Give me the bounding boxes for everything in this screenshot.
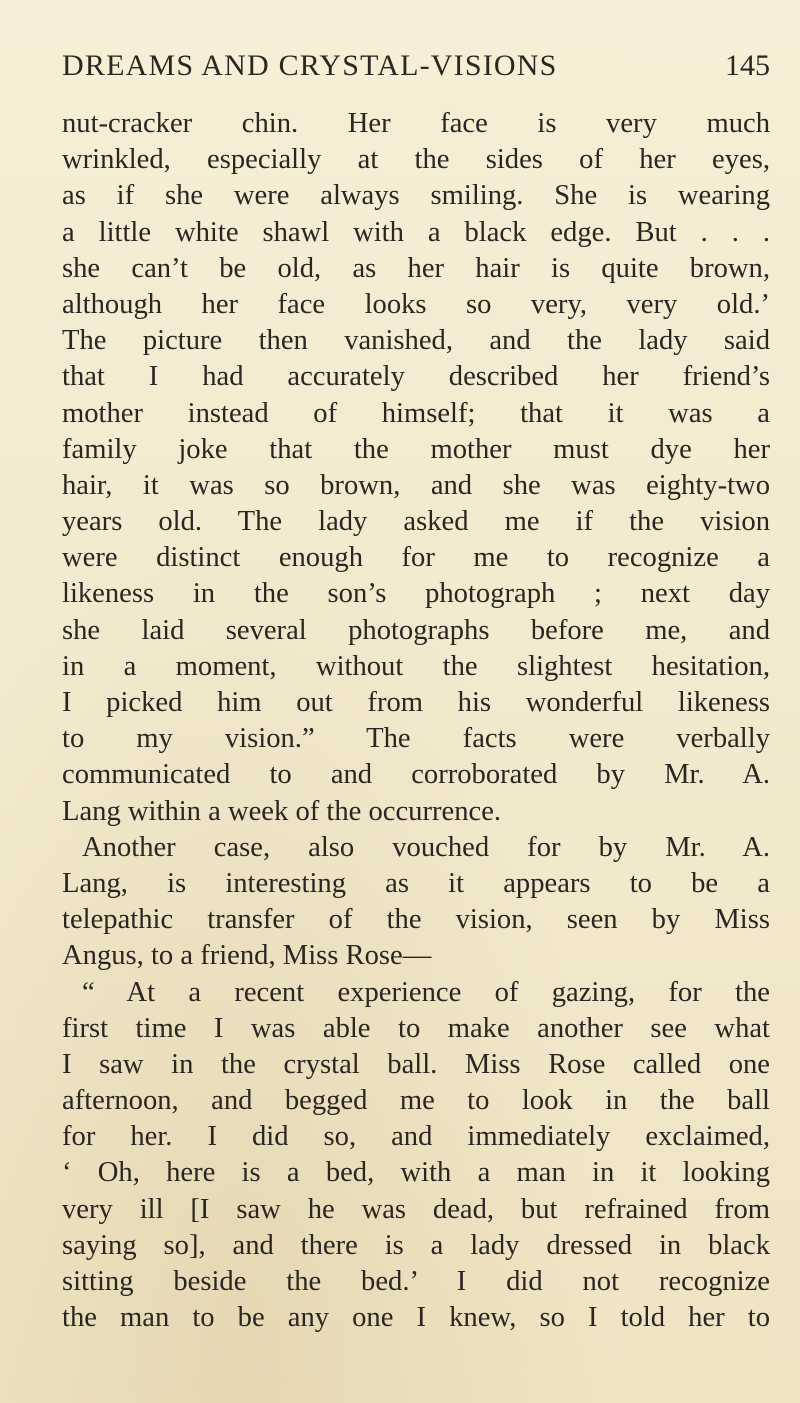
- text-line: in a moment, without the slightest hesitation,: [62, 650, 770, 682]
- text-line: were distinct enough for me to recognize a: [62, 542, 770, 574]
- text-line: family joke that the mother must dye her: [62, 433, 770, 465]
- text-line: sitting beside the bed.’ I did not recognize: [62, 1266, 770, 1297]
- quote-start-line: “ At a recent experience of gazing, for the: [82, 976, 770, 1008]
- running-head: DREAMS AND CRYSTAL-VISIONS: [62, 49, 558, 82]
- text-line: Lang, is interesting as it appears to be a: [62, 867, 770, 899]
- text-line: first time I was able to make another see what: [62, 1012, 770, 1044]
- page-number: 145: [725, 49, 770, 82]
- text-line: she can’t be old, as her hair is quite brown,: [62, 252, 770, 284]
- text-line: hair, it was so brown, and she was eighty-two: [62, 469, 770, 501]
- text-line: afternoon, and begged me to look in the ball: [62, 1085, 770, 1117]
- text-line: that I had accurately described her friend’s: [62, 361, 770, 393]
- text-line: I saw in the crystal ball. Miss Rose called one: [62, 1048, 770, 1080]
- text-line: I picked him out from his wonderful likeness: [62, 687, 770, 718]
- text-line: saying so], and there is a lady dressed in black: [62, 1229, 770, 1261]
- paragraph-end-line: Angus, to a friend, Miss Rose—: [62, 940, 432, 972]
- paragraph-start-line: Another case, also vouched for by Mr. A.: [82, 831, 770, 863]
- text-line: she laid several photographs before me, and: [62, 614, 770, 646]
- text-line: The picture then vanished, and the lady said: [62, 325, 770, 357]
- text-line: nut-cracker chin. Her face is very much: [62, 108, 770, 139]
- text-line: very ill [I saw he was dead, but refrained from: [62, 1193, 770, 1225]
- body-text: [62, 106, 770, 1336]
- text-line: likeness in the son’s photograph ; next day: [62, 578, 770, 610]
- text-line: the man to be any one I knew, so I told her to: [62, 1302, 770, 1334]
- page-header: [62, 42, 770, 90]
- text-line: mother instead of himself; that it was a: [62, 397, 770, 429]
- text-line: although her face looks so very, very old.’: [62, 288, 770, 320]
- text-line: as if she were always smiling. She is wearing: [62, 180, 770, 212]
- text-line: to my vision.” The facts were verbally: [62, 723, 770, 755]
- text-line: ‘ Oh, here is a bed, with a man in it looking: [62, 1157, 770, 1189]
- text-line: communicated to and corroborated by Mr. A.: [62, 759, 770, 791]
- paragraph-end-line: Lang within a week of the occurrence.: [62, 795, 502, 827]
- text-line: wrinkled, especially at the sides of her eyes,: [62, 144, 770, 176]
- text-line: for her. I did so, and immediately exclaimed,: [62, 1121, 770, 1153]
- text-line: years old. The lady asked me if the vision: [62, 506, 770, 538]
- text-line: telepathic transfer of the vision, seen by Miss: [62, 904, 770, 936]
- text-line: a little white shawl with a black edge. But . . .: [62, 216, 770, 248]
